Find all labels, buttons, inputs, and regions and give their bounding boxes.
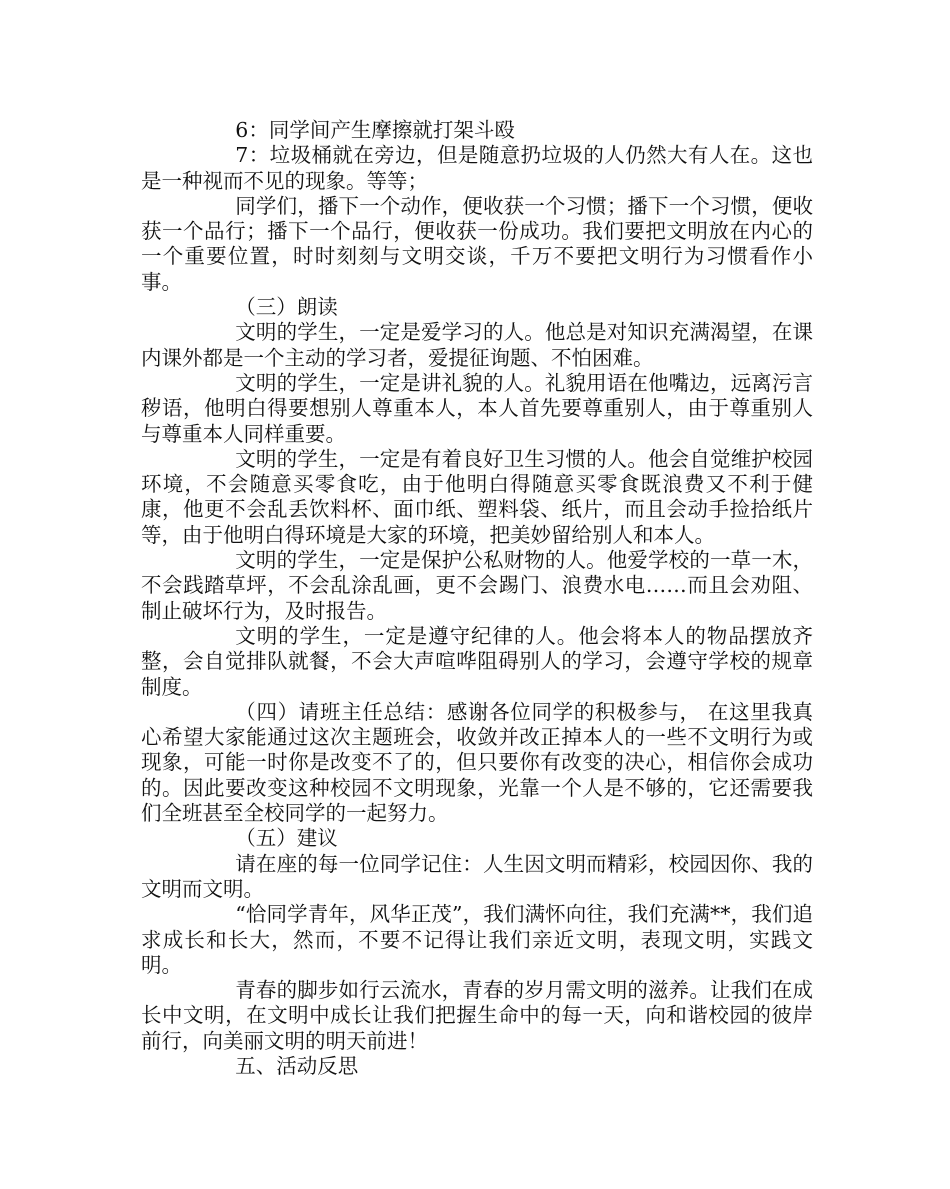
paragraph-suggestion-1: 请在座的每一位同学记住：人生因文明而精彩，校园因你、我的文明而文明。	[141, 851, 813, 901]
paragraph-reading-1: 文明的学生，一定是爱学习的人。他总是对知识充满渴望，在课内课外都是一个主动的学习者，爱提征询题、不怕困难。	[141, 320, 813, 370]
paragraph-reading-3: 文明的学生，一定是有着良好卫生习惯的人。他会自觉维护校园环境，不会随意买零食吃，由于他明白得随意买零食既浪费又不利于健康，他更不会乱丢饮料杯、面巾纸、塑料袋、纸片，而且会动手捡拾纸片等，由于他明白得环境是大家的环境，把美妙留给别人和本人。	[141, 446, 813, 547]
document-body	[141, 118, 813, 1079]
paragraph-reading-5: 文明的学生，一定是遵守纪律的人。他会将本人的物品摆放齐整，会自觉排队就餐，不会大声喧哗阻碍别人的学习，会遵守学校的规章制度。	[141, 623, 813, 699]
paragraph-suggestion-3: 青春的脚步如行云流水，青春的岁月需文明的滋养。让我们在成长中文明，在文明中成长让我们把握生命中的每一天，向和谐校园的彼岸前行，向美丽文明的明天前进！	[141, 978, 813, 1053]
section-heading-reflection: 五、活动反思	[235, 1053, 359, 1078]
paragraph-reading-4: 文明的学生，一定是保护公私财物的人。他爱学校的一草一木，不会践踏草坪，不会乱涂乱画，更不会踢门、浪费水电……而且会劝阻、制止破坏行为，及时报告。	[141, 548, 813, 623]
paragraph-habits: 同学们，播下一个动作，便收获一个习惯；播下一个习惯，便收获一个品行；播下一个品行，便收获一份成功。我们要把文明放在内心的一个重要位置，时时刻刻与文明交谈，千万不要把文明行为习惯看作小事。	[141, 193, 813, 294]
paragraph-teacher-summary: （四）请班主任总结：感谢各位同学的积极参与， 在这里我真心希望大家能通过这次主题班会，收敛并改正掉本人的一些不文明行为或现象，可能一时你是改变不了的，但只要你有改变的决心，相信你会成功的。因此要改变这种校园不文明现象，光靠一个人是不够的，它还需要我们全班甚至全校同学的一起努力。	[141, 699, 813, 826]
section-heading-reading: （三）朗读	[235, 295, 338, 320]
list-item-7: 7：垃圾桶就在旁边，但是随意扔垃圾的人仍然大有人在。这也是一种视而不见的现象。等等；	[141, 143, 813, 193]
list-item-6: 6：同学间产生摩擦就打架斗殴	[235, 118, 515, 142]
paragraph-reading-2: 文明的学生，一定是讲礼貌的人。礼貌用语在他嘴边，远离污言秽语，他明白得要想别人尊重本人，本人首先要尊重别人，由于尊重别人与尊重本人同样重要。	[141, 370, 813, 446]
paragraph-suggestion-2: “恰同学青年，风华正茂”，我们满怀向往，我们充满**，我们追求成长和长大，然而，不要不记得让我们亲近文明，表现文明，实践文明。	[141, 902, 813, 977]
section-heading-suggestion: （五）建议	[235, 826, 338, 851]
